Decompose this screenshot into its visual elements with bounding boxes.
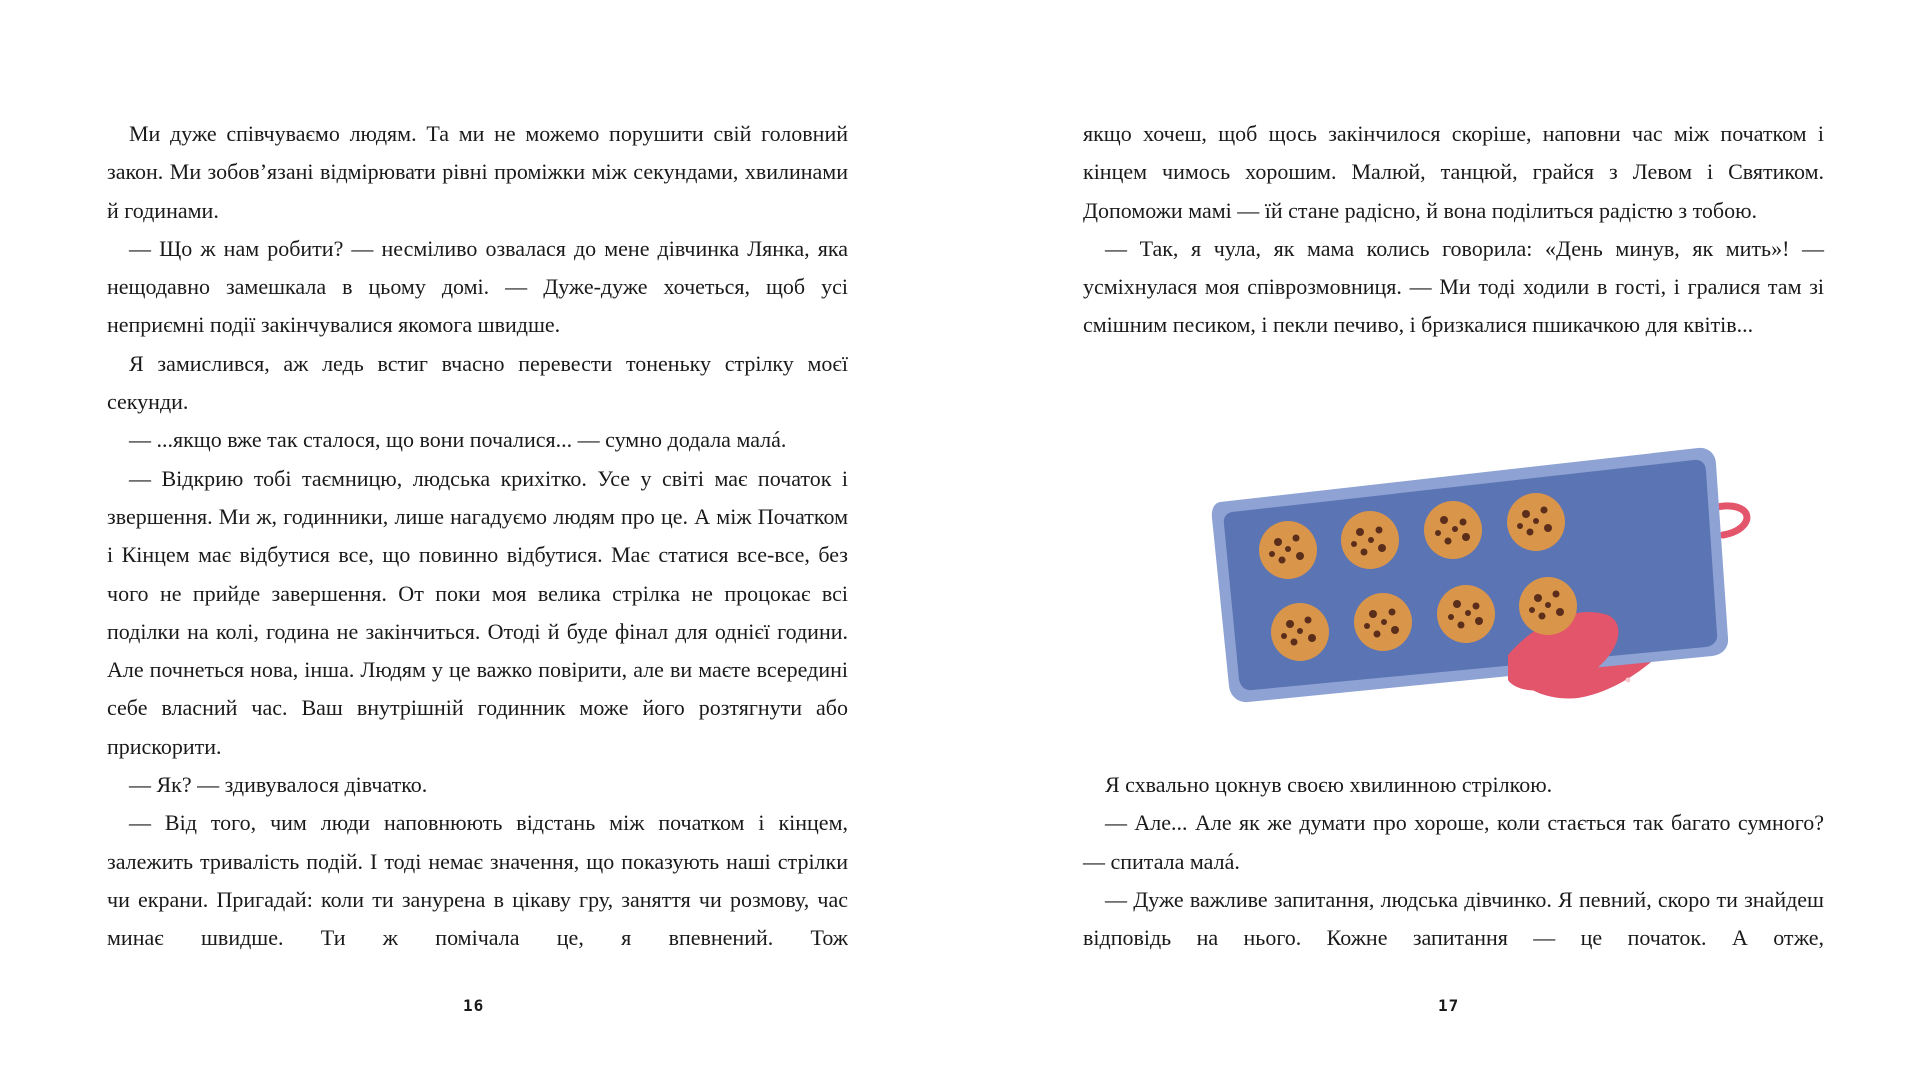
right-page [960, 0, 1920, 1081]
right-page-text-bottom [1083, 766, 1824, 957]
page-number: 16 [463, 996, 485, 1015]
paragraph: — Що ж нам робити? — несміливо озвалася до мене дівчинка Лянка, яка нещодавно замешкала в цьому домі. — Дуже-дуже хочеться, щоб усі неприємні події закінчувалися якомога швидше. [107, 235, 848, 338]
paragraph: — Як? — здивувалося дівчатко. [129, 772, 428, 798]
paragraph: — Так, я чула, як мама колись говорила: «День минув, як мить»! — усміхнулася моя співрозмовниця. — Ми тоді ходили в гості, і гралися там зі смішним песиком, і пекли печиво, і бризкалися пшикачкою для квітів... [1083, 235, 1824, 338]
paragraph: — Але... Але як же думати про хороше, коли стається так багато сумного? — спитала малá. [1083, 810, 1824, 874]
paragraph: — Від того, чим люди наповнюють відстань між початком і кінцем, залежить тривалість подій. І тоді немає значення, що показують наші стрілки чи екрани. Пригадай: коли ти занурена в цікаву гру, заняття чи розмову, час минає швидше. Ти ж помічала це, я впевнений. Тож [107, 810, 848, 951]
paragraph: якщо хочеш, щоб щось закінчилося скоріше, наповни час між початком і кінцем чимось хорошим. Малюй, танцюй, грайся з Левом і Святиком. Допоможи мамі — їй стане радісно, й вона поділиться радістю з тобою. [1083, 121, 1824, 223]
paragraph: Я замислився, аж ледь встиг вчасно перевести тоненьку стрілку моєї секунди. [107, 350, 848, 415]
cookie-tray-illustration [1208, 440, 1758, 720]
paragraph: Ми дуже співчуваємо людям. Та ми не можемо порушити свій головний закон. Ми зобов’язані відмірювати рівні проміжки між секундами, хвилинами й годинами. [107, 121, 848, 223]
paragraph: — ...якщо вже так сталося, що вони почалися... — сумно додала малá. [129, 427, 787, 453]
right-page-text-top [1083, 115, 1824, 345]
paragraph: — Дуже важливе запитання, людська дівчинко. Я певний, скоро ти знайдеш відповідь на нього. Кожне запитання — це початок. А отже, [1083, 886, 1824, 951]
page-number: 17 [1438, 996, 1460, 1015]
left-page-text [107, 115, 848, 958]
paragraph: Я схвально цокнув своєю хвилинною стрілкою. [1105, 772, 1553, 797]
paragraph: — Відкрию тобі таємницю, людська крихітко. Усе у світі має початок і звершення. Ми ж, годинники, лише нагадуємо людям про це. А між Початком і Кінцем має відбутися все, що повинно відбутися. Має статися все-все, без чого не прийде завершення. От поки моя велика стрілка не процокає всі поділки на колі, година не закінчиться. Отоді й буде фінал для однієї години. Але почнеться нова, інша. Людям у це важко повірити, але ви маєте всередині себе власний час. Ваш внутрішній годинник може його розтягнути або прискорити. [107, 465, 848, 759]
